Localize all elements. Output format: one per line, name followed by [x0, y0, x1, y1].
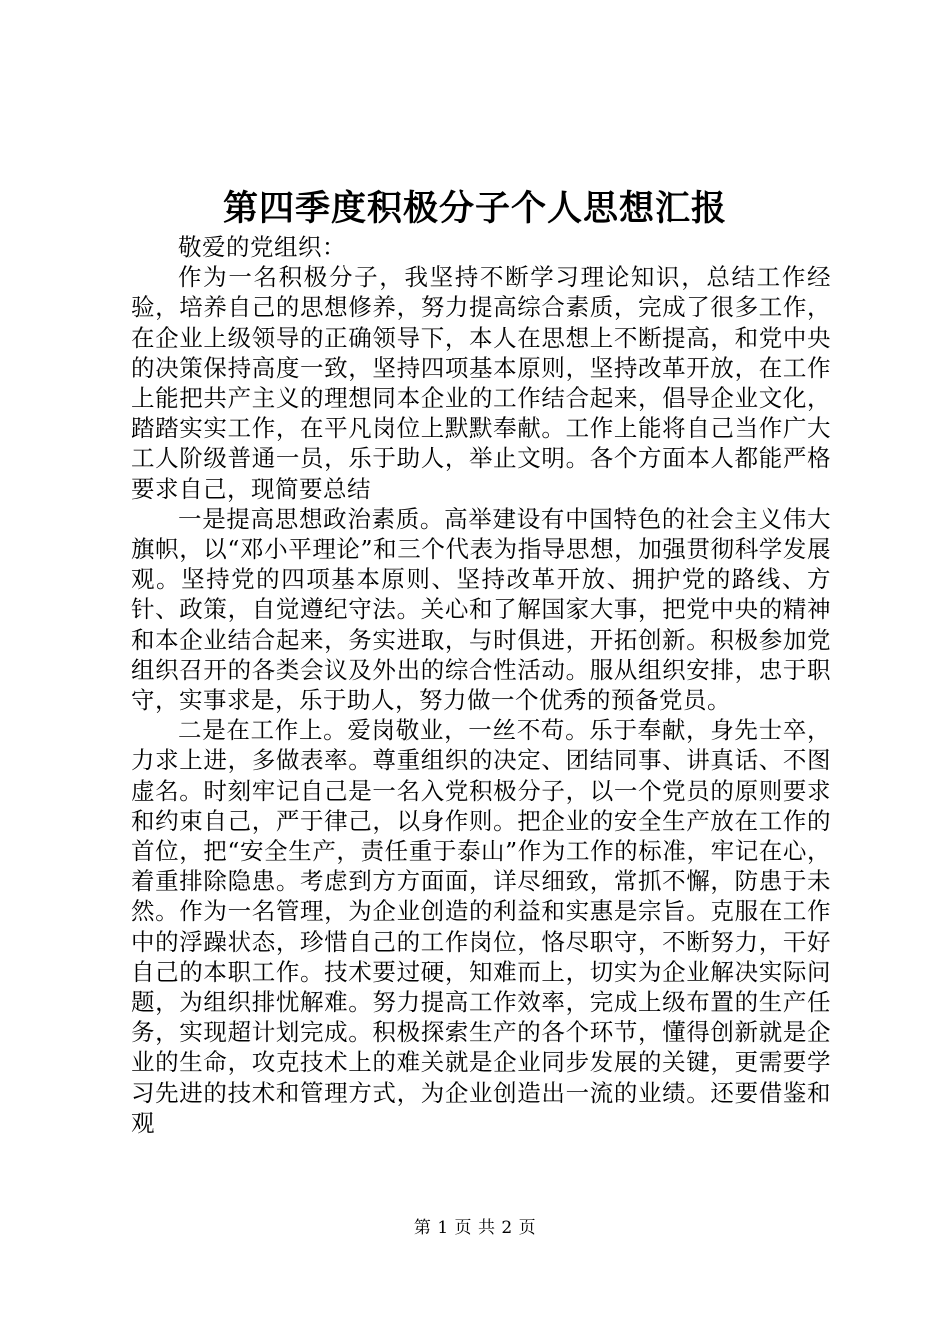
document-title: 第四季度积极分子个人思想汇报 [222, 188, 727, 229]
paragraph-intro: 作为一名积极分子，我坚持不断学习理论知识，总结工作经验，培养自己的思想修养，努力提高综合素质，完成了很多工作，在企业上级领导的正确领导下，本人在思想上不断提高，和党中央的决策保持高度一致，坚持四项基本原则，坚持改革开放，在工作上能把共产主义的理想同本企业的工作结合起来，倡导企业文化，踏踏实实工作，在平凡岗位上默默奉献。工作上能将自己当作广大工人阶级普通一员，乐于助人，举止文明。各个方面本人都能严格要求自己，现简要总结 [131, 263, 831, 503]
paragraph-political-quality: 一是提高思想政治素质。高举建设有中国特色的社会主义伟大旗帜，以“邓小平理论”和三个代表为指导思想，加强贯彻科学发展观。坚持党的四项基本原则、坚持改革开放、拥护党的路线、方针、政策，自觉遵纪守法。关心和了解国家大事，把党中央的精神和本企业结合起来，务实进取，与时俱进，开拓创新。积极参加党组织召开的各类会议及外出的综合性活动。服从组织安排，忠于职守，实事求是，乐于助人，努力做一个优秀的预备党员。 [131, 504, 831, 715]
paragraph-work: 二是在工作上。爱岗敬业，一丝不苟。乐于奉献，身先士卒，力求上进，多做表率。尊重组织的决定、团结同事、讲真话、不图虚名。时刻牢记自己是一名入党积极分子，以一个党员的原则要求和约束自己，严于律己，以身作则。把企业的安全生产放在工作的首位，把“安全生产，责任重于泰山”作为工作的标准，牢记在心，着重排除隐患。考虑到方方面面，详尽细致，常抓不懈，防患于未然。作为一名管理，为企业创造的利益和实惠是宗旨。克服在工作中的浮躁状态，珍惜自己的工作岗位，恪尽职守，不断努力，干好自己的本职工作。技术要过硬，知难而上，切实为企业解决实际问题，为组织排忧解难。努力提高工作效率，完成上级布置的生产任务，实现超计划完成。积极探索生产的各个环节，懂得创新就是企业的生命，攻克技术上的难关就是企业同步发展的关键，更需要学习先进的技术和管理方式，为企业创造出一流的业绩。还要借鉴和观 [131, 716, 831, 1137]
salutation: 敬爱的党组织： [178, 233, 346, 261]
document-body [131, 232, 831, 1138]
page-number-footer: 第 1 页 共 2 页 [413, 1218, 537, 1238]
